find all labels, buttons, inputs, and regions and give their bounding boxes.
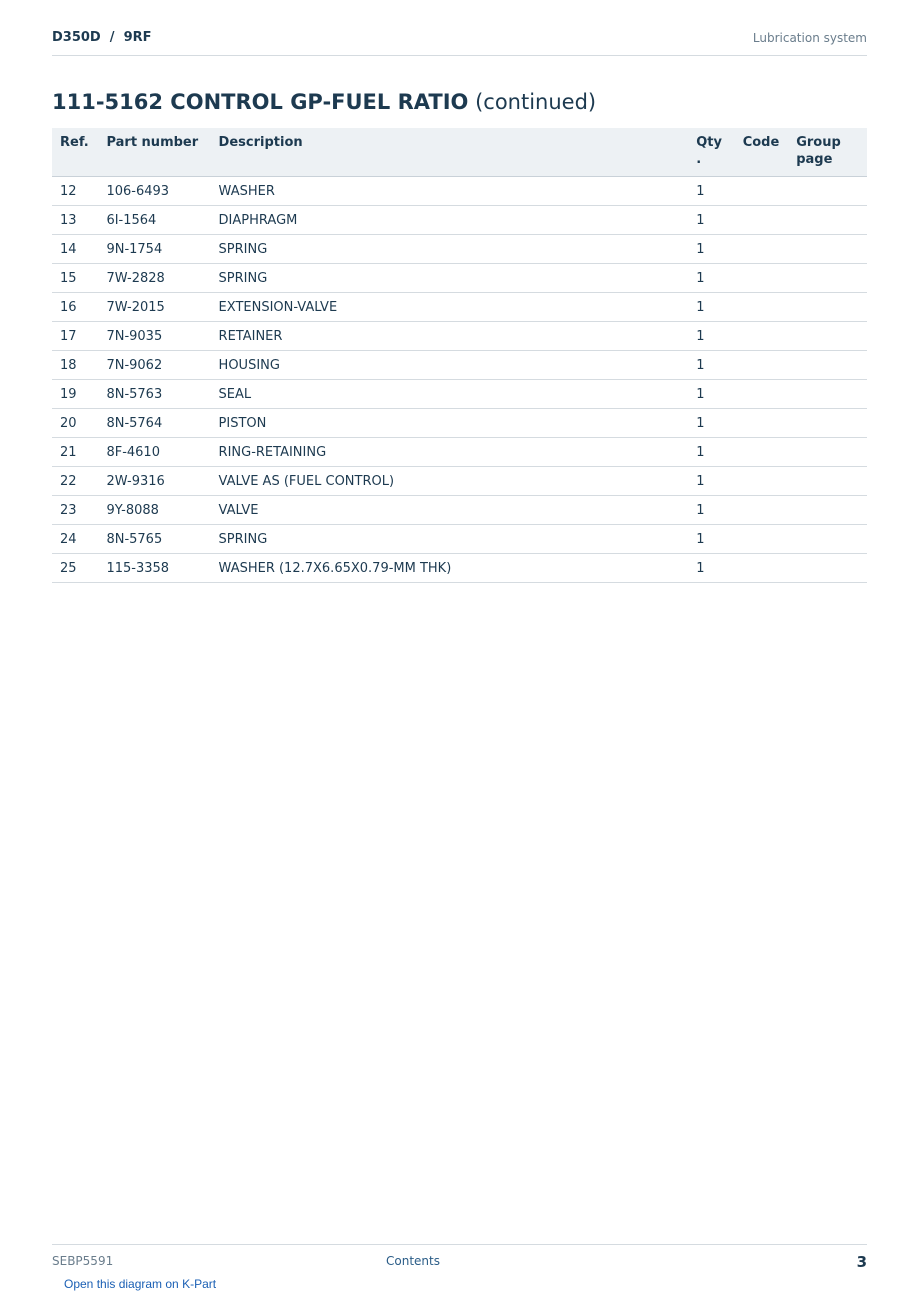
column-header-group-page: Group page xyxy=(788,128,867,177)
cell-part-number: 7W-2828 xyxy=(98,264,210,293)
cell-code xyxy=(735,322,789,351)
cell-code xyxy=(735,438,789,467)
cell-code xyxy=(735,554,789,583)
cell-part-number: 8N-5765 xyxy=(98,525,210,554)
cell-part-number: 6I-1564 xyxy=(98,206,210,235)
cell-part-number: 115-3358 xyxy=(98,554,210,583)
cell-part-number: 2W-9316 xyxy=(98,467,210,496)
cell-group-page xyxy=(788,293,867,322)
cell-description: RING-RETAINING xyxy=(211,438,689,467)
table-row xyxy=(52,293,867,322)
cell-group-page xyxy=(788,496,867,525)
cell-code xyxy=(735,235,789,264)
cell-ref: 22 xyxy=(52,467,98,496)
table-row xyxy=(52,206,867,235)
title-suffix: (continued) xyxy=(475,90,597,114)
cell-description: HOUSING xyxy=(211,351,689,380)
cell-description: DIAPHRAGM xyxy=(211,206,689,235)
cell-qty: 1 xyxy=(688,380,734,409)
page-footer xyxy=(52,1244,867,1301)
cell-code xyxy=(735,525,789,554)
parts-table-header xyxy=(52,128,867,177)
table-row xyxy=(52,554,867,583)
cell-group-page xyxy=(788,409,867,438)
cell-ref: 17 xyxy=(52,322,98,351)
cell-code xyxy=(735,293,789,322)
cell-qty: 1 xyxy=(688,554,734,583)
column-header-description: Description xyxy=(211,128,689,177)
cell-description: SPRING xyxy=(211,264,689,293)
table-row xyxy=(52,525,867,554)
cell-qty: 1 xyxy=(688,467,734,496)
cell-ref: 16 xyxy=(52,293,98,322)
cell-description: SEAL xyxy=(211,380,689,409)
page-header xyxy=(52,28,867,56)
cell-description: WASHER xyxy=(211,177,689,206)
cell-ref: 20 xyxy=(52,409,98,438)
cell-group-page xyxy=(788,235,867,264)
cell-part-number: 8N-5764 xyxy=(98,409,210,438)
table-row xyxy=(52,235,867,264)
cell-description: PISTON xyxy=(211,409,689,438)
cell-ref: 19 xyxy=(52,380,98,409)
table-row xyxy=(52,438,867,467)
cell-group-page xyxy=(788,554,867,583)
table-row xyxy=(52,380,867,409)
cell-part-number: 7W-2015 xyxy=(98,293,210,322)
cell-ref: 15 xyxy=(52,264,98,293)
cell-qty: 1 xyxy=(688,206,734,235)
page-number: 3 xyxy=(856,1253,867,1271)
cell-group-page xyxy=(788,206,867,235)
cell-group-page xyxy=(788,525,867,554)
cell-part-number: 9Y-8088 xyxy=(98,496,210,525)
cell-code xyxy=(735,264,789,293)
cell-group-page xyxy=(788,177,867,206)
column-header-part-number: Part number xyxy=(98,128,210,177)
column-header-code: Code xyxy=(735,128,789,177)
table-row xyxy=(52,351,867,380)
header-row xyxy=(52,128,867,177)
cell-qty: 1 xyxy=(688,322,734,351)
cell-group-page xyxy=(788,322,867,351)
cell-ref: 13 xyxy=(52,206,98,235)
cell-qty: 1 xyxy=(688,235,734,264)
title-main: 111-5162 CONTROL GP-FUEL RATIO xyxy=(52,90,469,114)
column-header-ref: Ref. xyxy=(52,128,98,177)
cell-qty: 1 xyxy=(688,351,734,380)
column-header-qty: Qty . xyxy=(688,128,734,177)
page-title xyxy=(52,90,596,114)
cell-part-number: 8F-4610 xyxy=(98,438,210,467)
cell-description: RETAINER xyxy=(211,322,689,351)
cell-ref: 24 xyxy=(52,525,98,554)
parts-table-body xyxy=(52,177,867,583)
cell-code xyxy=(735,409,789,438)
cell-group-page xyxy=(788,380,867,409)
table-row xyxy=(52,264,867,293)
cell-code xyxy=(735,351,789,380)
cell-ref: 18 xyxy=(52,351,98,380)
cell-part-number: 8N-5763 xyxy=(98,380,210,409)
cell-ref: 12 xyxy=(52,177,98,206)
cell-qty: 1 xyxy=(688,496,734,525)
parts-table xyxy=(52,128,867,583)
cell-description: SPRING xyxy=(211,525,689,554)
cell-qty: 1 xyxy=(688,177,734,206)
document-id: SEBP5591 xyxy=(52,1254,114,1268)
table-row xyxy=(52,467,867,496)
cell-group-page xyxy=(788,351,867,380)
cell-ref: 23 xyxy=(52,496,98,525)
open-diagram-link[interactable]: Open this diagram on K-Part xyxy=(64,1277,217,1291)
section-label: Lubrication system xyxy=(752,31,867,45)
cell-ref: 21 xyxy=(52,438,98,467)
cell-description: WASHER (12.7X6.65X0.79-MM THK) xyxy=(211,554,689,583)
contents-link[interactable]: Contents xyxy=(386,1254,440,1268)
cell-ref: 25 xyxy=(52,554,98,583)
cell-qty: 1 xyxy=(688,264,734,293)
cell-code xyxy=(735,380,789,409)
table-row xyxy=(52,409,867,438)
cell-code xyxy=(735,467,789,496)
cell-group-page xyxy=(788,438,867,467)
cell-qty: 1 xyxy=(688,293,734,322)
cell-code xyxy=(735,206,789,235)
table-row xyxy=(52,496,867,525)
cell-code xyxy=(735,496,789,525)
cell-group-page xyxy=(788,467,867,496)
cell-qty: 1 xyxy=(688,409,734,438)
cell-part-number: 9N-1754 xyxy=(98,235,210,264)
cell-part-number: 106-6493 xyxy=(98,177,210,206)
table-row xyxy=(52,177,867,206)
cell-part-number: 7N-9035 xyxy=(98,322,210,351)
cell-group-page xyxy=(788,264,867,293)
cell-qty: 1 xyxy=(688,438,734,467)
cell-qty: 1 xyxy=(688,525,734,554)
cell-description: VALVE xyxy=(211,496,689,525)
model-label: D350D / 9RF xyxy=(52,30,152,45)
cell-ref: 14 xyxy=(52,235,98,264)
cell-code xyxy=(735,177,789,206)
cell-description: EXTENSION-VALVE xyxy=(211,293,689,322)
cell-description: SPRING xyxy=(211,235,689,264)
table-row xyxy=(52,322,867,351)
cell-part-number: 7N-9062 xyxy=(98,351,210,380)
cell-description: VALVE AS (FUEL CONTROL) xyxy=(211,467,689,496)
document-page xyxy=(52,0,867,1300)
